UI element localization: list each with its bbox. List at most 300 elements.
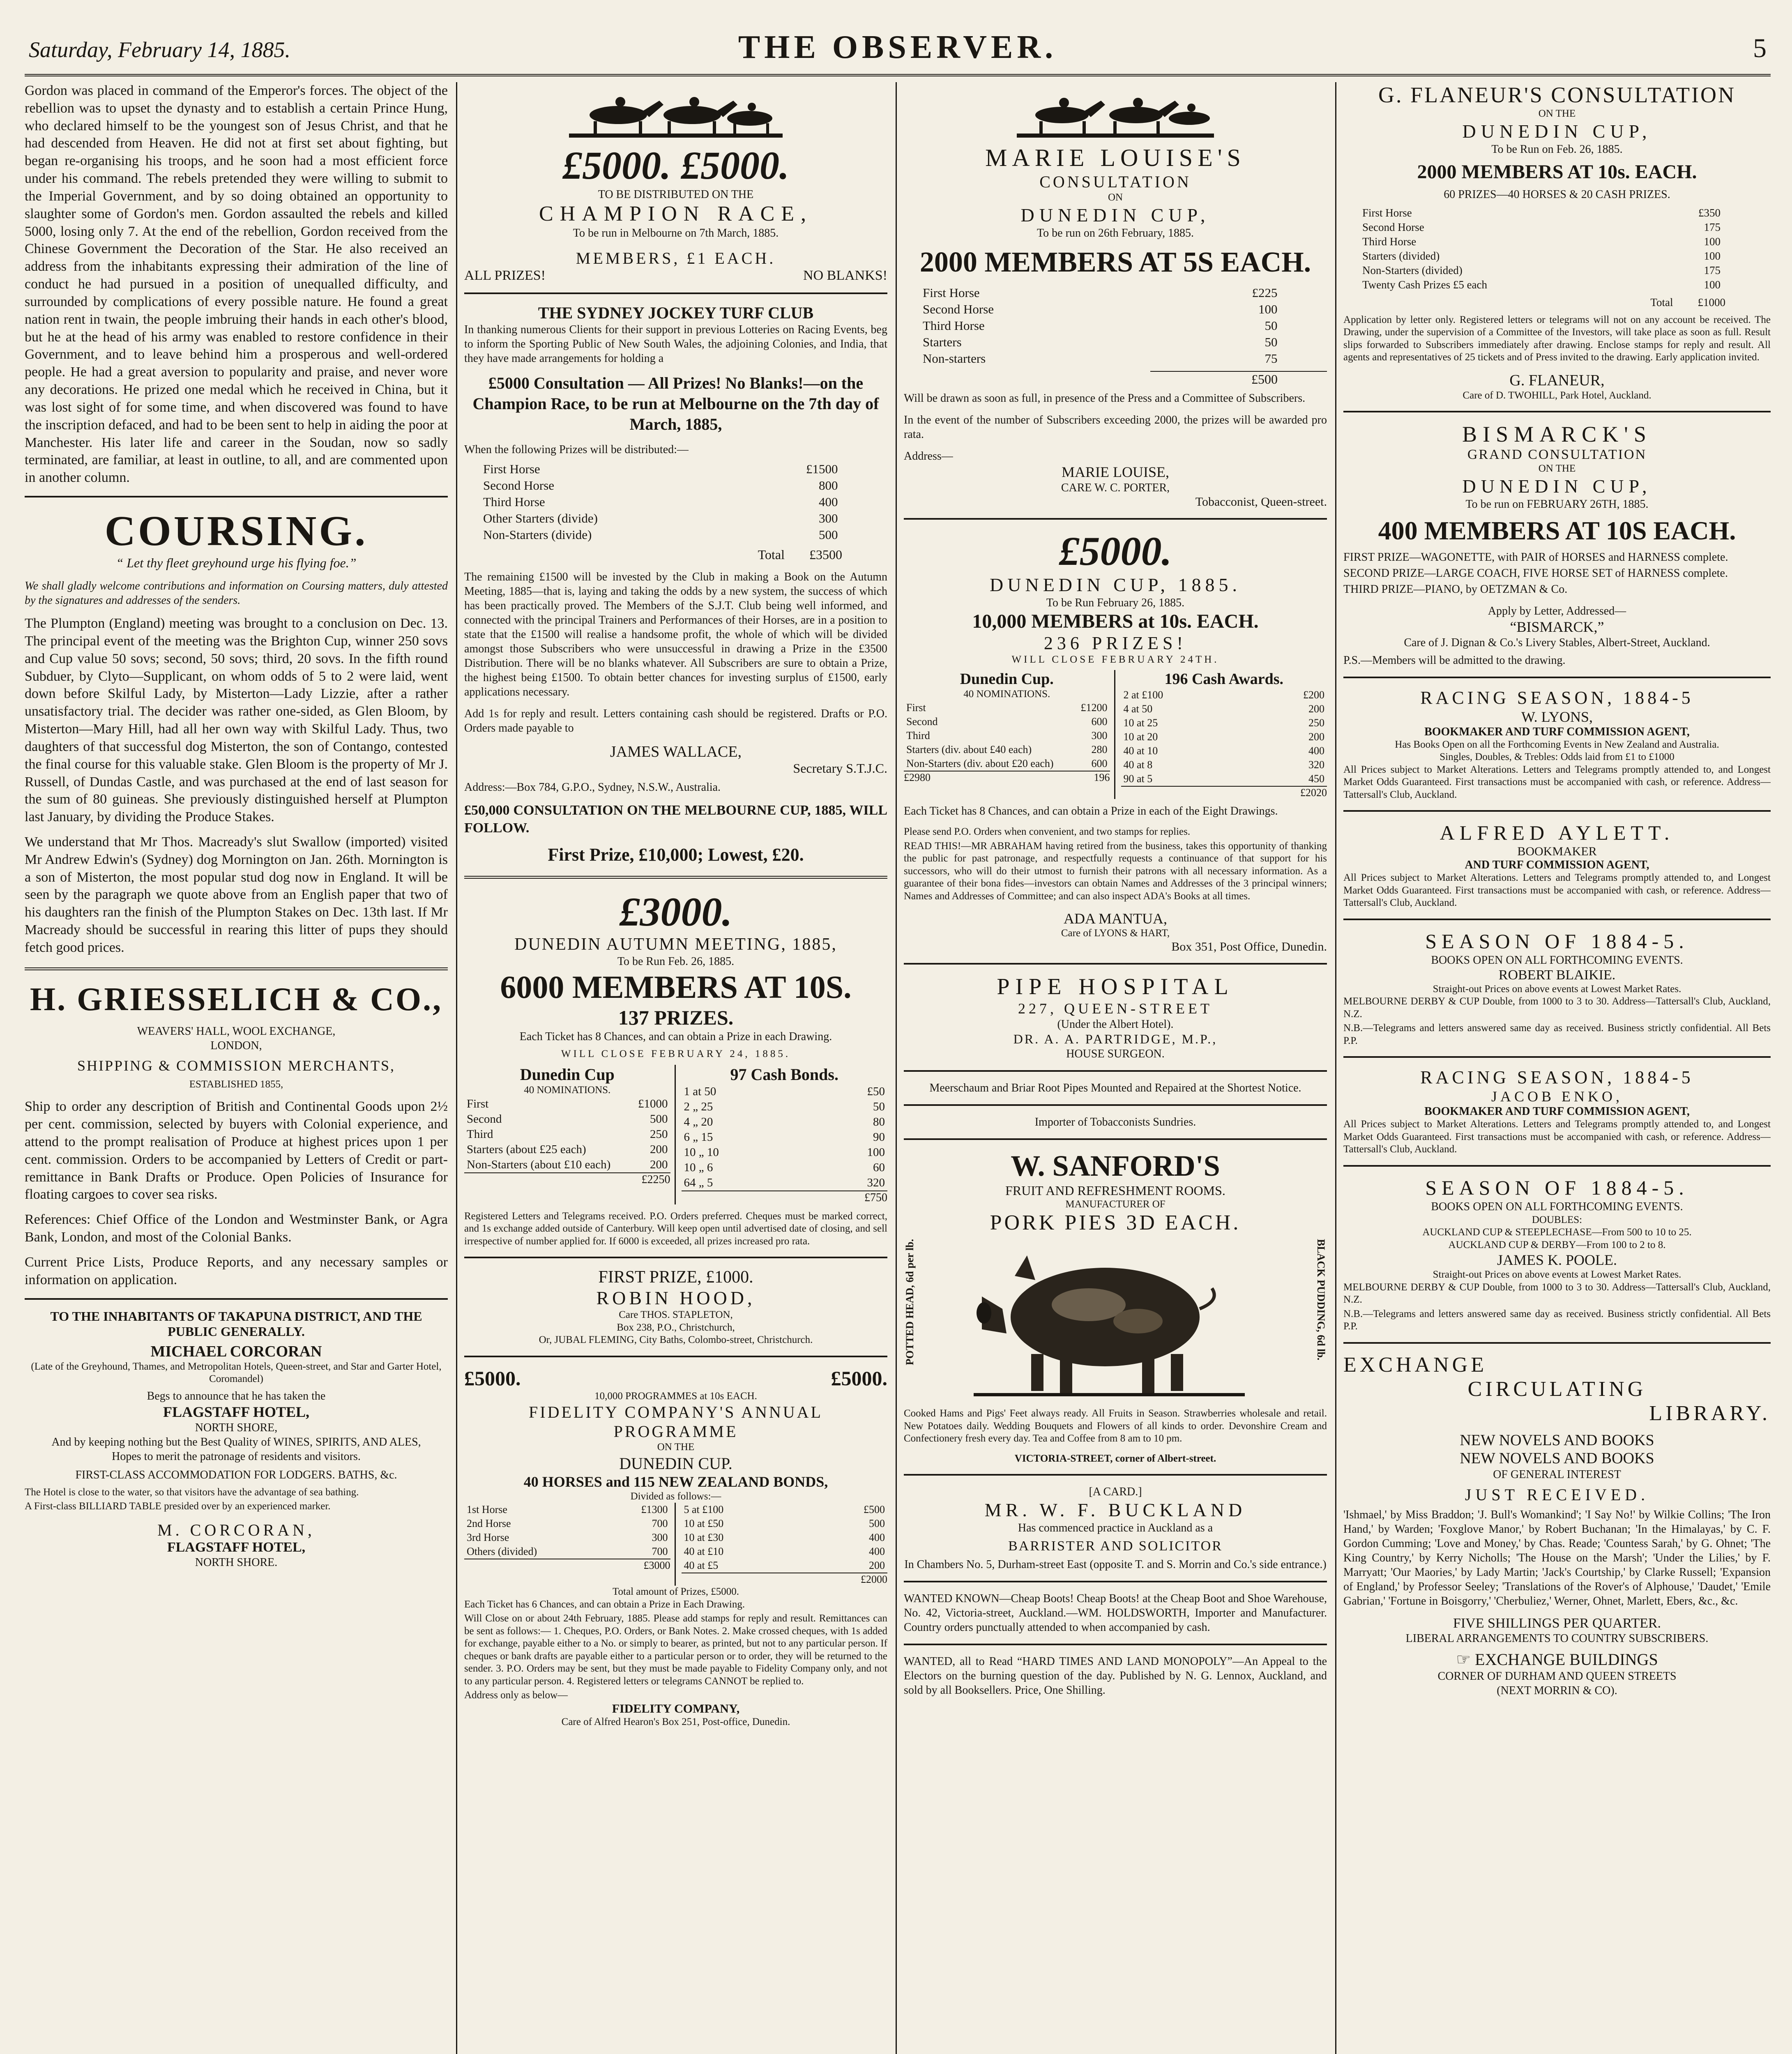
each-ticket: Each Ticket has 8 Chances, and can obtain a Prize in each Drawing. [519,1030,832,1043]
row-label: 1 at 50 [684,1085,716,1098]
row-label: 2 at £100 [1123,689,1163,701]
row-label: 40 at £10 [684,1545,724,1558]
ada-members: 10,000 MEMBERS at 10s. EACH. [972,610,1259,632]
row-label: 6 „ 15 [684,1130,713,1144]
registered-note: Registered Letters and Telegrams received. P.O. Orders preferred. Cheques must be marked correct, and 1s exchange added outside of Canterbury. Will keep open until advertised date of closing, and sell irrespective of number applied for. If 6000 is exceeded, all prizes increased pro rata. [464,1210,887,1247]
griesselich-text: Ship to order any description of British and Continental Goods upon 2½ per cent. commission, selected by buyers with Colonial experience, and attend to the prompt realisation of Produce at highest prices upon 1 per cent. commission. Orders to be accompanied by Letters of Credit or part-remittance in Bank Drafts or Produce. Open Policies of Insurance for floating cargoes to cover sea risks. [25,1099,448,1202]
table-row [682,1145,888,1160]
coursing-motto: “ Let thy fleet greyhound urge his flying foe.” [116,555,357,571]
ada-cup-table [904,701,1110,771]
takapuna-keep: And by keeping nothing but the Best Quality of WINES, SPIRITS, AND ALES, [51,1435,421,1448]
lyons-name: W. LYONS, [1521,708,1593,725]
poole-double-2: AUCKLAND CUP & DERBY—From 100 to 2 to 8. [1448,1239,1666,1250]
row-label: Non-Starters (div. about £20 each) [906,757,1054,769]
row-label: 10 at £50 [684,1517,724,1530]
ada-close: WILL CLOSE FEBRUARY 24TH. [1011,654,1219,665]
bismarck-grand: GRAND CONSULTATION [1467,447,1647,462]
table-row [464,1517,670,1531]
aylett-trade2: AND TURF COMMISSION AGENT, [1465,859,1649,871]
cup-table [464,1096,670,1172]
row-value: 300 [652,1531,668,1544]
row-label: 90 at 5 [1123,773,1153,785]
library-list: 'Ishmael,' by Miss Braddon; 'J. Bull's Womankind'; 'I Say No!' by Wilkie Collins; 'The Iron Hand,' by Warden; 'Foxglove Manor,' by Robert Buchanan; 'In the Himalayas,' by C. F. Gordon Cumming; 'Love and Money,' by Chas. Reade; 'Countess Sarah,' by G. Ohnet; 'The King Country,' by Kerry Nicholls; 'The House on the Marsh'; 'Under the Lilies,' by F. Marryatt; 'Our Maories,' by Lady Martin; 'Jack's Courtship,' by Clarke Russell; 'Expansion of England,' by Professor Seeley; 'Translations of the Rover's of Alphouse,' 'Daudet,' 'Emile Gabrian,' 'Fortune in Boisgorry,' 'Cherbuliez,' Werner, Ohnet, Marlett, Ebers, &c., &c. [1343,1508,1771,1607]
library-title-library: LIBRARY. [1649,1401,1771,1425]
prize-total: Total £3500 [758,547,842,562]
fidelity-terms: Will Close on or about 24th February, 1885. Please add stamps for reply and result. Remittances can be sent as follows:— 1. Cheques, P.O. Orders, or Bank Notes. 2. Make crossed cheques, with 1s added for exchange, payable either to a No. or simply to bearer, as printed, but not to any particular person. If cheques or bank drafts are payable either to a particular person or to order, they will be returned to the sender. 3. P.O. Orders may be sent, but they must be made payable to Fidelity Company only, and not to any particular person. 4. Registered letters or telegrams CANNOT be replied to. [464,1613,887,1687]
nominations: 40 NOMINATIONS. [524,1084,611,1096]
poole-melbourne: MELBOURNE DERBY & CUP Double, from 1000 to 3 to 30. Address—Tattersall's Club, Auckland, N.Z. [1343,1281,1771,1305]
row-value: 200 [1308,703,1324,715]
row-value: 90 [873,1130,885,1144]
ada-tables [904,670,1327,799]
row-value: 100 [1258,302,1278,316]
robin-alt: Or, JUBAL FLEMING, City Baths, Colombo-street, Christchurch. [539,1334,813,1346]
newspaper-title: THE OBSERVER. [738,29,1057,65]
bismarck-cup: DUNEDIN CUP, [1462,475,1652,497]
lyons-trade: BOOKMAKER AND TURF COMMISSION AGENT, [1424,725,1690,738]
divider [904,1138,1327,1140]
pipe-hospital-title: PIPE HOSPITAL [997,974,1234,999]
divider [1343,810,1771,812]
enko-terms: All Prices subject to Market Alterations. Letters and Telegrams promptly attended to, and Longest Market Odds Guaranteed. First transactions must be accompanied with cash, or reference. Address—Tattersall's Club, Auckland. [1343,1119,1771,1155]
row-label: First [467,1097,489,1111]
enko-title: RACING SEASON, 1884-5 [1420,1067,1694,1087]
bismarck-apply: Apply by Letter, Addressed— [1488,604,1626,617]
row-label: Starters (divided) [1362,249,1440,262]
aylett-terms: All Prices subject to Market Alterations. Letters and Telegrams promptly attended to, and Longest Market Odds Guaranteed. First transactions must be accompanied with cash, or reference. Address—Tattersall's Club, Auckland. [1343,872,1771,908]
bismarck-third: THIRD PRIZE—PIANO, by OETZMAN & Co. [1343,583,1568,596]
table-row [904,701,1110,715]
row-label: 5 at £100 [684,1504,724,1516]
prizes-137: 137 PRIZES. [618,1006,734,1029]
table-row [1121,702,1327,716]
marie-louise-care: CARE W. C. PORTER, [1061,481,1170,494]
takapuna-signature-place: NORTH SHORE. [195,1556,278,1569]
potted-head-label: POTTED HEAD, 6d per lb. [904,1239,916,1365]
bismarck-title: BISMARCK'S [1462,422,1652,447]
divider [904,1644,1327,1645]
table-row [682,1175,888,1190]
fidelity-programmes: 10,000 PROGRAMMES at 10s EACH. [594,1390,757,1402]
coursing-paragraph: We understand that Mr Thos. Macready's slut Swallow (imported) visited Mr Andrew Edwin's (Sydney) dog Mornington on Jan. 26th. Mornington is a son of Misterton, the most popular stud dog now in England. It will be seen by the paragraph we quote above from an English paper that two of his daughters ran the finish of the Plumpton Stakes on Dec. 13th last. If Mr Macready should be successful in rearing this litter of pups they should fetch good prices. [25,834,448,955]
row-value: 600 [1091,757,1108,769]
divider [904,1581,1327,1582]
library-new-1: NEW NOVELS AND BOOKS [1460,1431,1654,1449]
fidelity-bond-table [682,1503,888,1573]
lyons-title: RACING SEASON, 1884-5 [1420,687,1694,708]
ada-awards-title: 196 Cash Awards. [1164,670,1284,688]
club-title: THE SYDNEY JOCKEY TURF CLUB [538,303,814,322]
fidelity-tables [464,1503,887,1586]
row-value: 100 [1704,278,1721,291]
autumn-meeting: DUNEDIN AUTUMN MEETING, 1885, [514,935,837,954]
marie-louise-run: To be run on 26th February, 1885. [1037,226,1194,239]
divider [25,496,448,497]
dunedin-cup-title: Dunedin Cup [520,1065,615,1084]
prize-amount-3000: £3000. [619,889,732,935]
row-label: 10 at 25 [1123,717,1158,729]
distributed-label: TO BE DISTRIBUTED ON THE [598,188,754,201]
blaikie-nb: N.B.—Telegrams and letters answered same day as received. Business strictly confidential. All Bets P.P. [1343,1022,1771,1046]
prize-amount: £5000. £5000. [562,143,789,187]
row-label: 2nd Horse [467,1517,511,1530]
row-label: 40 at 10 [1123,745,1158,757]
row-value: 200 [650,1143,668,1156]
row-value: 800 [819,478,838,493]
wanted-read: WANTED, all to Read “HARD TIMES AND LAND MONOPOLY”—An Appeal to the Electors on the burning question of the day. Published by N. G. Lennox, Auckland, and sold by all Booksellers. Price, One Shilling. [904,1655,1327,1697]
column-rule [1335,82,1336,2054]
run-date: To be Run Feb. 26, 1885. [617,955,735,968]
cash-bonds-title: 97 Cash Bonds. [730,1065,838,1084]
row-label: 10 „ 10 [684,1145,719,1159]
row-value: £1200 [1080,701,1108,714]
griesselich-text: References: Chief Office of the London and Westminster Bank, or Agra Bank, London, and most of the Colonial Banks. [25,1212,448,1245]
flaneur-cup: DUNEDIN CUP, [1462,120,1652,142]
divider [464,876,887,879]
lyons-terms: All Prices subject to Market Alterations. Letters and Telegrams promptly attended to, and Longest Market Odds Guaranteed. First transactions must be accompanied with cash, or reference. Address—Tattersall's Club, Auckland. [1343,764,1771,800]
table-row [464,1112,670,1127]
members-line: MEMBERS, £1 EACH. [576,249,776,267]
row-value: 700 [652,1517,668,1530]
cup-total: £2250 [464,1172,670,1186]
row-value: £225 [1252,285,1278,300]
table-row [1121,730,1327,744]
takapuna-title: TO THE INHABITANTS OF TAKAPUNA DISTRICT, AND THE PUBLIC GENERALLY. [50,1308,422,1339]
row-label: 64 „ 5 [684,1176,713,1189]
prizes-blanks [464,268,887,283]
row-label: Twenty Cash Prizes £5 each [1362,278,1488,291]
table-row [481,461,841,477]
table-row [464,1127,670,1142]
library-just-received: JUST RECEIVED. [1465,1485,1649,1504]
row-label: 10 at £30 [684,1531,724,1544]
row-value: 200 [650,1158,668,1172]
flaneur-title: G. FLANEUR'S CONSULTATION [1378,83,1736,107]
table-row [464,1157,670,1172]
table-row [1121,716,1327,730]
fidelity-divided: Divided as follows:— [630,1490,721,1502]
row-label: First Horse [483,461,540,476]
row-label: Second Horse [923,302,994,316]
takapuna-hopes: Hopes to merit the patronage of residents and visitors. [112,1450,361,1463]
row-label: 10 „ 6 [684,1161,713,1174]
pointing-hand-icon: ☞ [1456,1650,1475,1669]
divider [25,967,448,970]
griesselich-city: LONDON, [210,1039,262,1052]
library-next: (NEXT MORRIN & CO). [1497,1684,1617,1697]
row-value: 700 [652,1545,668,1558]
buckland-barrister: BARRISTER AND SOLICITOR [1008,1538,1223,1554]
row-value: 300 [1091,729,1108,741]
table-row [920,350,1280,367]
row-value: 100 [867,1145,885,1159]
table-row [904,715,1110,729]
aylett-trade1: BOOKMAKER [1517,845,1597,858]
table-row [464,1096,670,1112]
row-value: 60 [873,1161,885,1174]
table-row [1121,688,1327,702]
row-value: 175 [1704,264,1721,276]
marie-louise-on: ON [1108,192,1123,203]
table-row [464,1531,670,1545]
bismarck-ps: P.S.—Members will be admitted to the drawing. [1343,654,1566,667]
bismarck-on: ON THE [1538,463,1576,474]
newspaper-header [25,16,1771,76]
ada-awards-table [1121,688,1327,786]
row-label: Starters (about £25 each) [467,1143,586,1156]
row-label: Starters [923,334,962,349]
divider [904,518,1327,520]
pig-illustration-area [904,1235,1327,1407]
race-date: To be run in Melbourne on 7th March, 1885. [573,226,779,239]
row-value: 175 [1704,221,1721,233]
table-row [682,1517,888,1531]
row-value: 200 [869,1559,885,1572]
column-3 [904,82,1327,2054]
enko-trade: BOOKMAKER AND TURF COMMISSION AGENT, [1424,1105,1690,1118]
table-row [682,1130,888,1145]
row-value: 600 [1091,715,1108,728]
library-title-circulating: CIRCULATING [1467,1377,1647,1401]
pipe-meerschaum: Meerschaum and Briar Root Pipes Mounted and Repaired at the Shortest Notice. [929,1081,1301,1094]
fidelity-total-left: £3000 [464,1559,670,1572]
ada-awards-total: £2020 [1121,786,1327,799]
marie-louise-total: £500 [1150,371,1327,387]
marie-louise-title: MARIE LOUISE'S [985,144,1246,171]
library-five-shillings: FIVE SHILLINGS PER QUARTER. [1453,1615,1661,1631]
library-liberal: LIBERAL ARRANGEMENTS TO COUNTRY SUBSCRIBERS. [1405,1632,1709,1645]
griesselich-established: ESTABLISHED 1855, [189,1078,283,1090]
row-value: 500 [650,1112,668,1126]
table-row [1121,772,1327,786]
bismarck-name: “BISMARCK,” [1510,618,1604,635]
fidelity-total-amount: Total amount of Prizes, £5000. [613,1586,739,1598]
table-row [1360,249,1723,263]
sanford-cooked: Cooked Hams and Pigs' Feet always ready. All Fruits in Season. Strawberries wholesale and retail. New Potatoes daily. Wedding Bouquets and Flowers of all kinds to order. Devonshire Cream and Confectionery fresh every day. Tea and Coffee from 8 am to 10 pm. [904,1408,1327,1444]
divider [464,292,887,294]
marie-louise-event: In the event of the number of Subscribers exceeding 2000, the prizes will be awarded pro rata. [904,413,1327,441]
divider [464,1356,887,1357]
divider [904,1474,1327,1476]
all-prizes: ALL PRIZES! [464,267,546,283]
row-value: 320 [1308,759,1324,771]
first-prize-line: First Prize, £10,000; Lowest, £20. [548,845,804,865]
flaneur-members: 2000 MEMBERS AT 10s. EACH. [1417,161,1697,183]
fidelity-cup: DUNEDIN CUP. [619,1454,732,1473]
table-row [904,743,1110,757]
poole-name: JAMES K. POOLE. [1497,1252,1617,1268]
ada-nominations: 40 NOMINATIONS. [963,689,1050,700]
fidelity-horse-table [464,1503,670,1559]
table-row [464,1545,670,1559]
ada-amount: £5000. [1059,528,1172,574]
row-value: 500 [819,527,838,542]
ada-cup: DUNEDIN CUP, 1885. [990,574,1241,595]
gordon-article: Gordon was placed in command of the Emperor's forces. The object of the rebellion was to upset the dynasty and to establish a certain Prince Hung, who declared himself to be the youngest son of Jesus Christ, and that he had descended from Heaven. He did not at first set about fighting, but began re-organising his troops, and he soon had a most efficient force under his command. The rebels pretended they were willing to submit to the Imperial Government, and by so doing obtained an opportunity to slaughter some of Gordon's men. Gordon assaulted the rebels and killed 5000, losing only 7. At the end of the rebellion, Gordon received from the Chinese Government the Decoration of the Star. He also received an address from the inhabitants expressing their admiration of the line of conduct he had pursued in a position of unequalled difficulty, and surrounded by complications of every possible nature. He found a great nation rent in twain, the people imbruing their hands in each other's blood, but he at the head of his army was enabled to restore confidence in their Government, and to leave behind him a prosperous and well-ordered people. He had a great aversion to popularity and praise, and never wore any decorations. He prized one medal which he received in China, but it was lost sight of for some time, and when discovered was found to have the inscription defaced, and had to be been sent to help in aiding the poor at Manchester. His later life and career in the Soudan, now so sadly terminated, are familiar, at least in outline, to all, and are commented upon in another column. [25,83,448,486]
row-label: First [906,701,926,714]
buckland-commenced: Has commenced practice in Auckland as a [1018,1522,1213,1534]
bismarck-second: SECOND PRIZE—LARGE COACH, FIVE HORSE SET of HARNESS complete. [1343,566,1728,580]
divider [904,1104,1327,1106]
row-label: 3rd Horse [467,1531,509,1544]
table-row [682,1084,888,1099]
divider [1343,1342,1771,1344]
row-value: 400 [1308,745,1324,757]
row-value: 80 [873,1115,885,1128]
bismarck-first: FIRST PRIZE—WAGONETTE, with PAIR of HORSES and HARNESS complete. [1343,550,1728,564]
bismarck-run: To be run on FEBRUARY 26TH, 1885. [1465,497,1649,511]
poole-nb: N.B.—Telegrams and letters answered same day as received. Business strictly confidential. All Bets P.P. [1343,1308,1771,1332]
library-corner: CORNER OF DURHAM AND QUEEN STREETS [1437,1669,1677,1683]
marie-louise-address-label: Address— [904,449,953,463]
divider [1343,677,1771,678]
fidelity-company: FIDELITY COMPANY, [612,1702,740,1716]
column-1 [25,82,448,2054]
griesselich-address: WEAVERS' HALL, WOOL EXCHANGE, [137,1025,336,1038]
row-value: 450 [1308,773,1324,785]
row-label: Second [467,1112,502,1126]
coursing-paragraph: The Plumpton (England) meeting was brought to a conclusion on Dec. 13. The principal event of the meeting was the Brighton Cup, winner 250 sovs and Cup value 50 sovs; second, 50 sovs; third, 20 sovs. In the fifth round Subduer, by Clyto—Supplicant, on whom odds of 5 to 2 were laid, went down before Skilful Lady, by Misterton—Lady Lizzie, after a rather unsatisfactory trial. The decider was rather one-sided, as Glen Bloom, by Misterton—Mary Hill, had all her own way with Skilful Lady. Thus, two daughters of that successful dog Misterton, the son of Contango, contested the final course for this valuable stake. Glen Bloom is the property of Mr J. Russell, of Dundas Castle, and was purchased at the end of last season for the sum of 80 guineas. She previously distinguished herself at Plumpton last January, by dividing the Produce Stakes. [25,616,448,825]
wanted-boots: WANTED KNOWN—Cheap Boots! Cheap Boots! at the Cheap Boot and Shoe Warehouse, No. 42, Victoria-street, Auckland.—WM. HOLDSWORTH, Importer and Manufacturer. Country orders punctually attended to when accompanied by cash. [904,1592,1327,1634]
row-label: 40 at £5 [684,1559,719,1572]
flaneur-name: G. FLANEUR, [1509,371,1605,389]
takapuna-north-shore: NORTH SHORE, [195,1421,278,1434]
row-value: 200 [1308,731,1324,743]
marie-louise-members: 2000 MEMBERS AT 5S EACH. [919,246,1311,278]
row-label: Second Horse [1362,221,1424,233]
page-number: 5 [1753,33,1767,63]
fidelity-each: Each Ticket has 6 Chances, and can obtain a Prize in Each Drawing. [464,1598,745,1610]
library-title-exchange: EXCHANGE [1343,1353,1487,1377]
table-row [1360,235,1723,249]
takapuna-late: (Late of the Greyhound, Thames, and Metropolitan Hotels, Queen-street, and Star and Garter Hotel, Coromandel) [31,1361,442,1385]
table-row [682,1503,888,1517]
table-row [1360,278,1723,292]
ada-run: To be Run February 26, 1885. [1046,596,1185,609]
table-row [1121,758,1327,772]
ada-prizes: 236 PRIZES! [1043,633,1187,653]
pipe-surgeon: HOUSE SURGEON. [1066,1047,1165,1060]
divider [904,963,1327,965]
row-label: Third Horse [483,494,545,509]
ada-care: Care of LYONS & HART, [1061,928,1170,939]
table-row [682,1531,888,1545]
row-label: 4 „ 20 [684,1115,713,1128]
fidelity-on: ON THE [657,1441,695,1453]
row-value: 320 [867,1176,885,1189]
library-exchange: ☞ EXCHANGE BUILDINGS [1456,1650,1658,1669]
pipe-under: (Under the Albert Hotel). [1057,1018,1174,1031]
takapuna-hotel: FLAGSTAFF HOTEL, [163,1403,310,1420]
card-label: [A CARD.] [1089,1485,1142,1498]
sanford-street: VICTORIA-STREET, corner of Albert-street. [1014,1453,1216,1464]
row-value: 400 [819,494,838,509]
table-row [481,527,841,543]
blaikie-title: SEASON OF 1884-5. [1425,929,1689,953]
row-label: 2 „ 25 [684,1100,713,1113]
ada-each: Each Ticket has 8 Chances, and can obtain a Prize in each of the Eight Drawings. [904,805,1278,817]
row-value: 300 [819,511,838,525]
marie-louise-tobacconist: Tobacconist, Queen-street. [1195,495,1327,509]
column-rule [456,82,457,2054]
row-label: First Horse [923,285,980,300]
no-blanks: NO BLANKS! [803,267,887,283]
fidelity-address-label: Address only as below— [464,1690,568,1701]
table-row [904,757,1110,771]
row-label: Third Horse [1362,235,1417,248]
row-value: 50 [1265,318,1278,333]
blaikie-name: ROBERT BLAIKIE. [1498,967,1616,983]
row-label: Others (divided) [467,1545,537,1558]
row-value: 75 [1265,351,1278,366]
table-row [481,510,841,527]
flaneur-run: To be Run on Feb. 26, 1885. [1491,143,1623,156]
table-row [1360,263,1723,278]
griesselich-text: Current Price Lists, Produce Reports, and any necessary samples or information on application. [25,1254,448,1287]
table-row [481,477,841,494]
ada-read-this: READ THIS!—MR ABRAHAM having retired from the business, takes this opportunity of thanking the public for past patronage, and respectfully requests a continuance of that support for his successors, who will do their utmost to furnish their patrons with all necessary information. As a guarantee of their bona fides—investors can obtain Names and Addresses of the 3 principal winners; Names and Addresses of Committee; and can also inspect ADA's Books at all times. [904,840,1327,902]
divider [904,1070,1327,1072]
table-row [682,1099,888,1115]
wallace-address: Address:—Box 784, G.P.O., Sydney, N.S.W., Australia. [464,781,721,794]
ada-box: Box 351, Post Office, Dunedin. [1171,939,1327,953]
row-value: 500 [869,1517,885,1530]
table-row [904,729,1110,743]
sanford-manufacturer: MANUFACTURER OF [1065,1198,1165,1210]
row-label: 40 at 8 [1123,759,1153,771]
takapuna-signature: M. CORCORAN, [157,1520,315,1539]
row-label: Other Starters (divide) [483,511,598,525]
lyons-singles: Singles, Doubles, & Trebles: Odds laid from £1 to £1000 [1440,751,1675,762]
row-label: Third Horse [923,318,985,333]
lyons-books: Has Books Open on all the Forthcoming Events in New Zealand and Australia. [1395,739,1719,750]
consultation-headline: £5000 Consultation — All Prizes! No Blanks!—on the Champion Race, to be run at Melbourne on the 7th day of March, 1885, [472,373,879,434]
ada-name: ADA MANTUA, [1064,910,1167,927]
following-label: When the following Prizes will be distributed:— [464,443,689,456]
sanford-fruit: FRUIT AND REFRESHMENT ROOMS. [1005,1183,1225,1198]
marie-louise-prizes [920,285,1280,367]
bonds-total: £750 [682,1190,888,1204]
row-label: Non-Starters (divided) [1362,264,1463,276]
divider [1343,919,1771,920]
takapuna-billiard: A First-class BILLIARD TABLE presided over by an experienced marker. [25,1501,331,1512]
poole-doubles: DOUBLES: [1532,1214,1582,1225]
issue-date: Saturday, February 14, 1885. [29,37,290,62]
table-row [682,1115,888,1130]
blaikie-melbourne: MELBOURNE DERBY & CUP Double, from 1000 to 3 to 30. Address—Tattersall's Club, Auckland, N.Z. [1343,996,1771,1020]
racehorses-illustration [569,82,783,144]
table-row [682,1545,888,1559]
cup-bonds-tables [464,1065,887,1204]
row-label: Second [906,715,938,728]
divider [1343,1165,1771,1167]
row-value: 400 [869,1545,885,1558]
ada-cup-title: Dunedin Cup. [960,670,1054,688]
first-prize-1000: FIRST PRIZE, £1000. [598,1268,753,1287]
fidelity-horses: 40 HORSES and 115 NEW ZEALAND BONDS, [523,1473,828,1490]
pipe-importer: Importer of Tobacconists Sundries. [1034,1115,1196,1128]
row-value: £1300 [641,1504,668,1516]
wallace-name: JAMES WALLACE, [610,743,742,760]
will-close: WILL CLOSE FEBRUARY 24, 1885. [561,1048,791,1060]
row-value: 250 [650,1128,668,1141]
row-label: Starters (div. about £40 each) [906,743,1032,755]
row-value: 400 [869,1531,885,1544]
row-value: 280 [1091,743,1108,755]
row-value: 100 [1704,249,1721,262]
fidelity-total-right: £2000 [682,1573,888,1586]
melbourne-cup-note: £50,000 CONSULTATION ON THE MELBOURNE CUP, 1885, WILL FOLLOW. [464,802,887,836]
